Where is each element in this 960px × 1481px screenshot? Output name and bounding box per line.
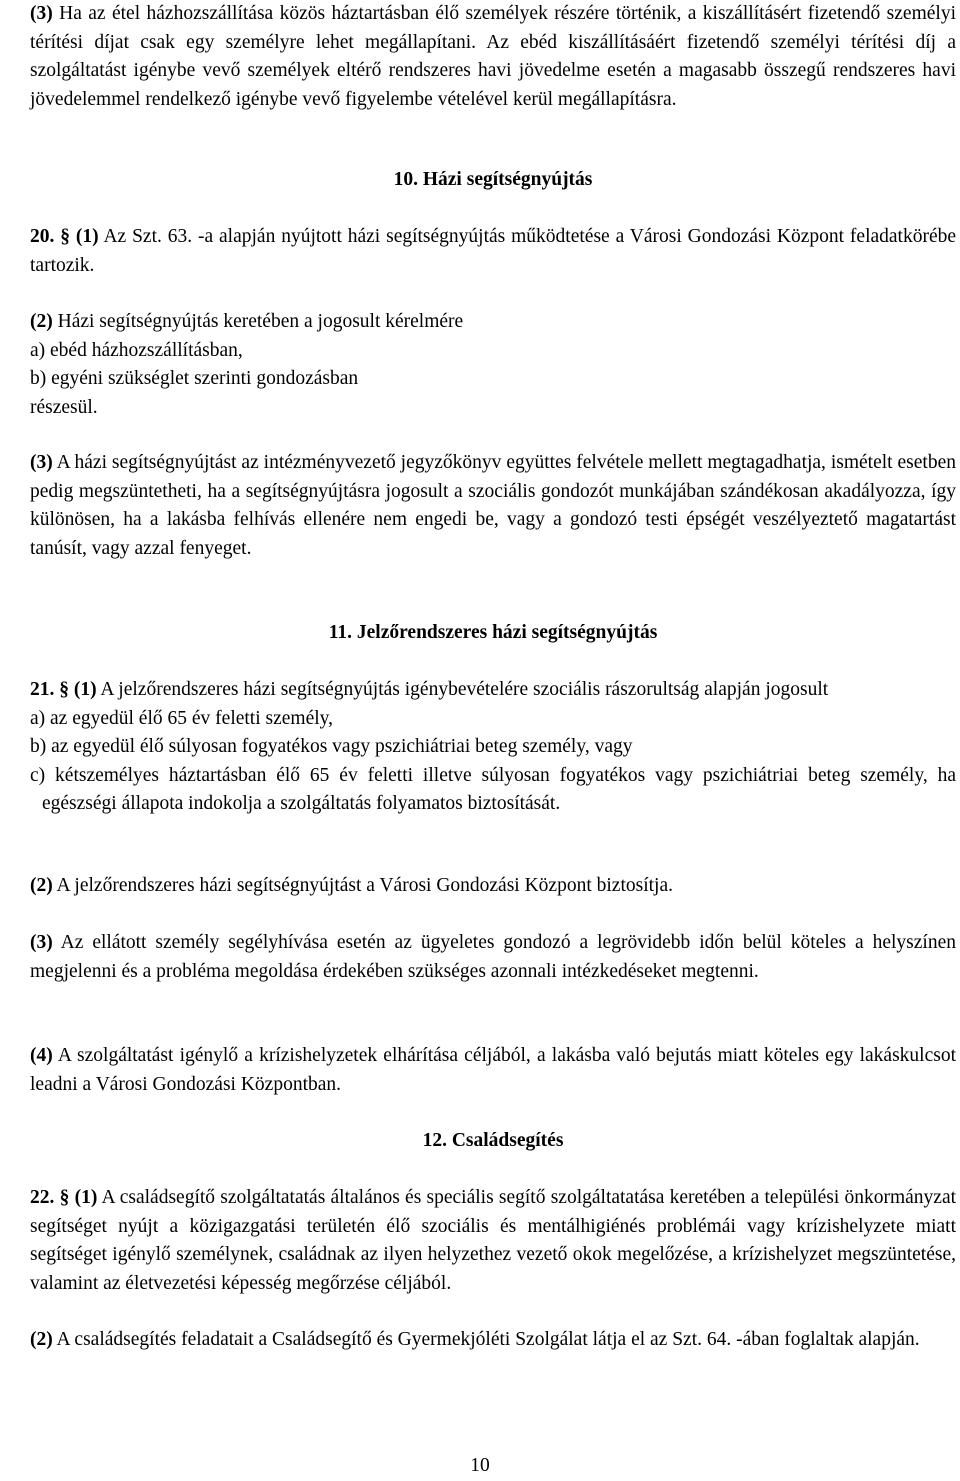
section-21-paragraph-2: [30, 872, 956, 901]
section-sign: §: [59, 1187, 70, 1208]
paragraph-closing: részesül.: [30, 396, 98, 418]
paragraph-number: (1): [75, 226, 99, 247]
heading-12: 12. Családsegítés: [422, 1130, 564, 1151]
section-21-paragraph-4: [30, 1042, 956, 1099]
page-number: 10: [470, 1455, 490, 1476]
paragraph-text: A családsegítő szolgáltatatás általános és speciális segítő szolgáltatatása keretében a települési önkormányzat segítséget nyújt a közigazgatási területén élő szociális és mentálhigiénés problémái vagy krízishelyzete miatt segítséget igénylő személynek, családnak az ilyen helyzethez vezető okok megelőzése, a krízishelyzet megszüntetése, valamint az életvezetési képesség megőrzése céljából.: [30, 1187, 957, 1294]
paragraph-text: A szolgáltatást igénylő a krízishelyzetek elhárítása céljából, a lakásba való bejutás miatt köteles egy lakáskulcsot leadni a Városi Gondozási Központban.: [30, 1045, 956, 1095]
paragraph-text: A családsegítés feladatait a Családsegítő és Gyermekjóléti Szolgálat látja el az Szt. 64. -ában foglaltak alapján.: [52, 1329, 920, 1350]
paragraph-text: A házi segítségnyújtást az intézményvezető jegyzőkönyv együttes felvétele mellett megtagadhatja, ismételt esetben pedig megszüntetheti, ha a segítségnyújtásra jogosult a szociális gondozót munkájában szándékosan akadályozza, így különösen, ha a lakásba felhívás ellenére nem engedi be, vagy a gondozó testi épségét veszélyeztető magatartást tanúsít, vagy azzal fenyeget.: [30, 452, 956, 559]
paragraph-intro: [30, 676, 956, 705]
list-item-b: b) az egyedül élő súlyosan fogyatékos vagy pszichiátriai beteg személy, vagy: [30, 736, 633, 757]
list-item-b: b) egyéni szükséglet szerinti gondozásban: [30, 368, 359, 389]
section-22-paragraph-2: [30, 1326, 956, 1355]
paragraph-number: (3): [30, 3, 53, 24]
paragraph-number: (2): [30, 875, 53, 896]
section-20-paragraph-2: [30, 308, 956, 422]
section-20-paragraph-3: [30, 449, 956, 563]
paragraph-text: A jelzőrendszeres házi segítségnyújtást a Városi Gondozási Központ biztosítja.: [52, 875, 673, 896]
paragraph-text: Ha az étel házhozszállítása közös háztartásban élő személyek részére történik, a kiszállításért fizetendő személyi térítési díjat csak egy személyre lehet megállapítani. Az ebéd kiszállításáért fizetendő személyi térítési díj a szolgáltatást igénybe vevő személyek eltérő rendszeres havi jövedelme esetén a magasabb összegű rendszeres havi jövedelemmel rendelkező igénybe vevő figyelembe vételével kerül megállapításra.: [30, 3, 956, 110]
paragraph-text: A jelzőrendszeres házi segítségnyújtás igénybevételére szociális rászorultság alapján jogosult: [96, 679, 829, 700]
section-21-paragraph-3: [30, 929, 956, 986]
paragraph-text: Az ellátott személy segélyhívása esetén az ügyeletes gondozó a legrövidebb időn belül köteles a helyszínen megjelenni és a probléma megoldása érdekében szükséges azonnali intézkedéseket megtenni.: [30, 932, 956, 982]
section-number: 21.: [30, 679, 55, 700]
heading-10: 10. Házi segítségnyújtás: [393, 169, 593, 190]
paragraph-number: (4): [30, 1045, 53, 1066]
list-item-a: a) ebéd házhozszállításban,: [30, 339, 243, 361]
paragraph-3-top: [30, 0, 956, 114]
paragraph-number: (3): [30, 932, 53, 953]
section-number: 20.: [30, 226, 55, 247]
heading-11: 11. Jelzőrendszeres házi segítségnyújtás: [328, 622, 658, 643]
paragraph-number: (3): [30, 452, 53, 473]
paragraph-number: (1): [74, 1187, 98, 1208]
section-20-paragraph-1: [30, 223, 956, 280]
list-item-a: a) az egyedül élő 65 év feletti személy,: [30, 707, 334, 729]
paragraph-number: (2): [30, 311, 53, 332]
section-22-paragraph-1: [30, 1184, 956, 1298]
paragraph-number: (1): [73, 679, 97, 700]
paragraph-text: Az Szt. 63. -a alapján nyújtott házi segítségnyújtás működtetése a Városi Gondozási Központ feladatkörébe tartozik.: [30, 226, 957, 276]
list-item-c: c) kétszemélyes háztartásban élő 65 év feletti illetve súlyosan fogyatékos vagy pszichiátriai beteg személy, ha egészségi állapota indokolja a szolgáltatás folyamatos biztosítását.: [30, 764, 956, 814]
section-sign: §: [59, 679, 69, 700]
section-sign: §: [60, 226, 71, 247]
section-21-paragraph-1: [30, 676, 956, 819]
section-number: 22.: [30, 1187, 55, 1208]
paragraph-intro: [30, 308, 956, 337]
paragraph-text: Házi segítségnyújtás keretében a jogosult kérelmére: [52, 311, 464, 332]
paragraph-number: (2): [30, 1329, 53, 1350]
